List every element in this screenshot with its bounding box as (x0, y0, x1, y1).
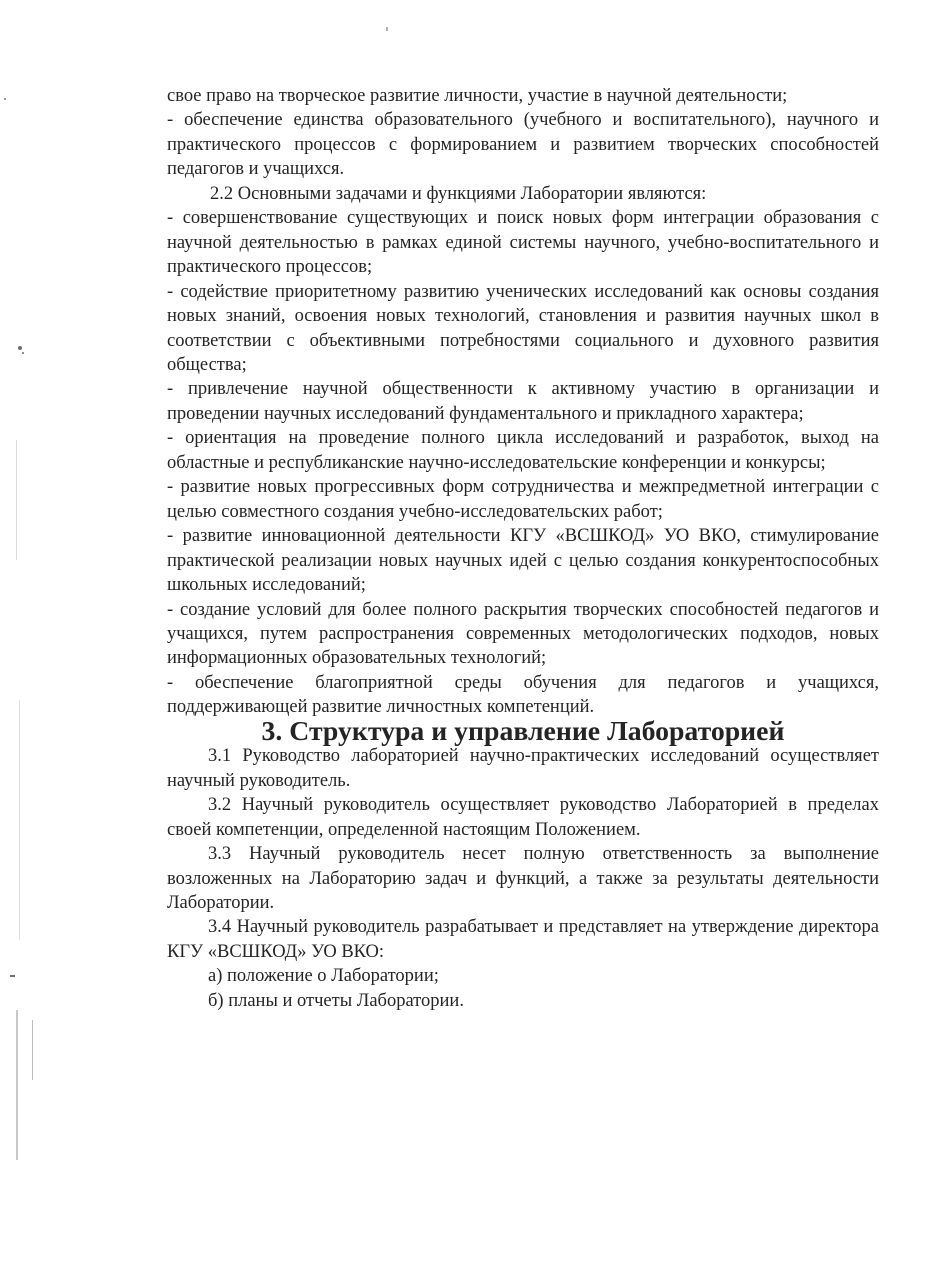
task-item-integration: - совершенствование существующих и поиск новых форм интеграции образования с научной деятельностью в рамках единой системы научного, учебно-воспитательного и практического процессов; (167, 208, 879, 278)
intro-paragraph-continuation: свое право на творческое развитие личности, участие в научной деятельности; (167, 86, 788, 106)
task-item-scientific-community: - привлечение научной общественности к активному участию в организации и проведении научных исследований фундаментального и прикладного характера; (167, 379, 879, 424)
intro-list-item: - обеспечение единства образовательного (учебного и воспитательного), научного и практического процессов с формированием и развитием творческих способностей педагогов и учащихся. (167, 110, 879, 180)
task-item-creative-abilities: - создание условий для более полного раскрытия творческих способностей педагогов и учащихся, путем распространения современных методологических подходов, новых информационных образовательных технологий; (167, 599, 879, 669)
task-item-innovation: - развитие инновационной деятельности КГУ «ВСШКОД» УО ВКО, стимулирование практической реализации новых научных идей с целью создания конкурентоспособных школьных исследований; (167, 526, 879, 596)
scan-dust-mark (386, 27, 388, 31)
document-page-text (167, 84, 879, 1013)
section-3-1-paragraph: 3.1 Руководство лабораторией научно-практических исследований осуществляет научный руководитель. (167, 746, 879, 791)
section-3-4-sub-item-b: б) планы и отчеты Лаборатории. (208, 990, 464, 1011)
scan-left-edge-noise (0, 0, 44, 1280)
section-3-3-paragraph: 3.3 Научный руководитель несет полную ответственность за выполнение возложенных на Лабораторию задач и функций, а также за результаты деятельности Лаборатории. (167, 844, 879, 913)
section-2-2-lead: 2.2 Основными задачами и функциями Лаборатории являются: (210, 183, 707, 204)
task-item-student-research: - содействие приоритетному развитию ученических исследований как основы создания новых знаний, освоения новых технологий, становления и развития научных школ в соответствии с объективными потребностями социального и духовного развития общества; (167, 281, 879, 375)
section-3-2-paragraph: 3.2 Научный руководитель осуществляет руководство Лабораторией в пределах своей компетенции, определенной настоящим Положением. (167, 795, 879, 840)
section-3-heading: 3. Структура и управление Лабораторией (261, 715, 785, 747)
section-3-4-sub-item-a: а) положение о Лаборатории; (208, 966, 439, 987)
section-3-4-paragraph: 3.4 Научный руководитель разрабатывает и представляет на утверждение директора КГУ «ВСШКОД» УО ВКО: (167, 917, 879, 962)
task-item-cooperation: - развитие новых прогрессивных форм сотрудничества и межпредметной интеграции с целью совместного создания учебно-исследовательских работ; (167, 477, 879, 522)
task-item-research-cycle: - ориентация на проведение полного цикла исследований и разработок, выход на областные и республиканские научно-исследовательские конференции и конкурсы; (167, 428, 879, 473)
task-item-learning-environment: - обеспечение благоприятной среды обучения для педагогов и учащихся, поддерживающей развитие личностных компетенций. (167, 672, 879, 718)
